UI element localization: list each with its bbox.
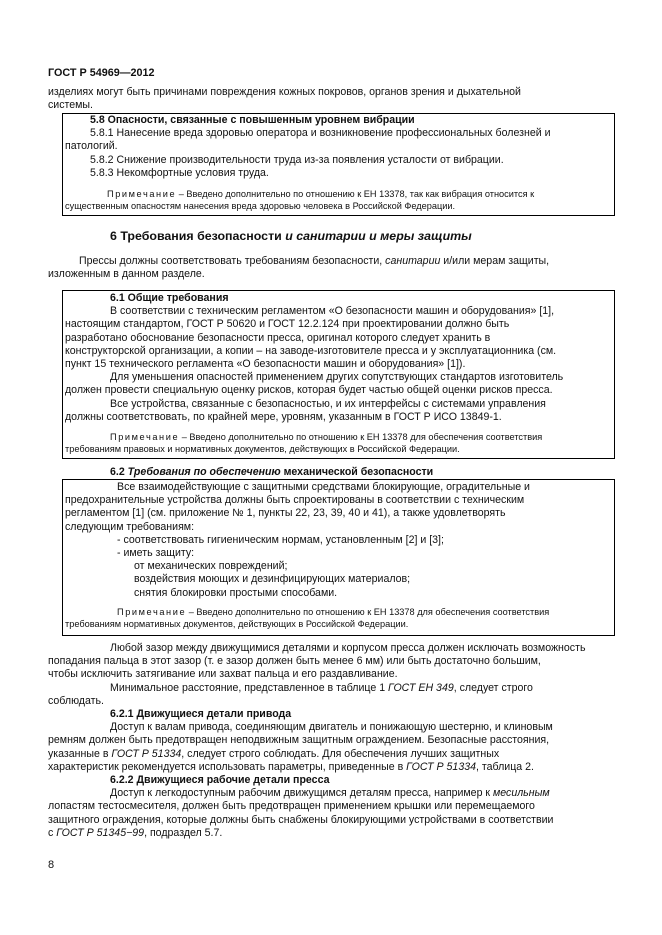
text-run: с	[48, 826, 57, 839]
section-5-8-note	[65, 189, 611, 212]
note-text: – Введено дополнительно по отношению к ЕН 13378 для обеспечения соответствия	[186, 607, 550, 617]
intro-line: изделиях могут быть причинами повреждения кожных покровов, органов зрения и дыхательной	[48, 86, 521, 98]
title-part: 6.2	[110, 466, 128, 478]
text-line: разработано обоснование безопасности пресса, оригинал которого следует хранить в	[65, 331, 491, 344]
text-run: указанные в	[48, 747, 112, 760]
text-line: настоящим стандартом, ГОСТ Р 50620 и ГОСТ 12.2.124 при проектировании должно быть	[65, 318, 510, 331]
text-line: изложенным в данном разделе.	[48, 268, 205, 281]
intro-paragraph	[48, 86, 614, 112]
text-line: ремням должен быть предотвращен неподвижным защитным ограждением. Безопасные расстояния,	[48, 734, 550, 747]
text-line: чтобы исключить затягивание или захват пальца и его раздавливание.	[48, 668, 398, 681]
text-run: , следует строго соблюдать. Для обеспечения лучших защитных	[181, 747, 500, 760]
text-run: , подраздел 5.7.	[144, 826, 223, 839]
section-6-title	[110, 229, 472, 244]
text-line: лопастям тестосмесителя, должен быть предотвращен применением крышки или перемещаемого	[48, 800, 535, 813]
text-line: Все устройства, связанные с безопасностью, и их интерфейсы с системами управления	[110, 397, 546, 410]
text-line: регламентом [1] (см. приложение № 1, пункты 22, 23, 39, 40 и 41), а также удовлетворять	[65, 507, 506, 520]
text-run: месильным	[492, 787, 550, 800]
text-line: защитного ограждения, которые должны быть снабжены блокирующими устройствами в соответствии	[48, 813, 554, 826]
title-part: механической безопасности	[280, 466, 434, 478]
text-line: должны соответствовать, по крайней мере, уровням, указанным в ГОСТ Р ИСО 13849-1.	[65, 410, 502, 423]
text-line: Для уменьшения опасностей применением других сопутствующих стандартов изготовитель	[110, 371, 564, 384]
text-run: ГОСТ Р 51345−99	[56, 826, 145, 839]
section-title: 5.8 Опасности, связанные с повышенным уровнем вибрации	[90, 114, 415, 126]
list-item: - соответствовать гигиеническим нормам, установленным [2] и [3];	[117, 533, 444, 546]
text-run: , таблица 2.	[476, 760, 534, 773]
text-line: Любой зазор между движущимися деталями и корпусом пресса должен исключать возможность	[110, 642, 586, 654]
text-line: должен провести специальную оценку рисков, которая будет частью общей оценки рисков пресса.	[65, 384, 553, 397]
section-title: 6.2.2 Движущиеся рабочие детали пресса	[110, 774, 330, 786]
sub-list-item: снятия блокировки простыми способами.	[134, 586, 338, 599]
text-line: Доступ к валам привода, соединяющим двигатель и понижающую шестерню, и клиновым	[110, 721, 553, 734]
section-5-8	[48, 114, 614, 180]
text-line: конструкторской организации, а копии – на заводе-изготовителе пресса и у эксплуатационника (см.	[65, 344, 557, 357]
sub-list-item: от механических повреждений;	[134, 560, 288, 573]
text-line: предохранительные устройства должны быть спроектированы в соответствии с техническим	[65, 494, 525, 507]
section-6-2-note	[65, 607, 611, 630]
text-run: Минимальное расстояние, представленное в таблице 1	[110, 681, 389, 694]
note-text: – Введено дополнительно по отношению к ЕН 13378 для обеспечения соответствия	[179, 432, 543, 442]
text-run: характеристик рекомендуется использовать параметры, приведенные в	[48, 760, 407, 773]
section-6-1-note	[65, 432, 611, 455]
text-run: Доступ к легкодоступным рабочим движущимся деталям пресса, например к	[110, 787, 493, 800]
clause-text: патологий.	[65, 140, 118, 153]
text-run: ГОСТ ЕН 349	[388, 681, 454, 694]
gap-paragraph	[48, 642, 614, 708]
intro-line: системы.	[48, 99, 93, 112]
clause-text: 5.8.2 Снижение производительности труда из-за появления усталости от вибрации.	[90, 153, 504, 166]
note-text: существенным опасностям нанесения вреда здоровью человека в Российской Федерации.	[65, 200, 456, 211]
text-run: Прессы должны соответствовать требованиям безопасности,	[79, 255, 386, 267]
title-part: Требования по обеспечению	[127, 466, 281, 478]
text-run: , следует строго	[453, 681, 533, 694]
text-line: попадания пальца в этот зазор (т. е зазор должен быть менее 6 мм) или быть достаточно большим,	[48, 655, 541, 668]
text-run: и/или мерам защиты,	[440, 255, 550, 267]
section-6-2-title	[110, 466, 433, 479]
text-line: Все взаимодействующие с защитными средствами блокирующие, оградительные и	[117, 481, 530, 493]
note-label: Примечание	[117, 607, 187, 617]
note-text: требованиям нормативных документов, действующих в Российской Федерации.	[65, 618, 409, 629]
text-run: санитарии	[385, 255, 441, 267]
title-part: и санитарии и меры защиты	[285, 229, 472, 243]
list-item: - иметь защиту:	[117, 547, 195, 560]
clause-text: 5.8.1 Нанесение вреда здоровью оператора и возникновение профессиональных болезней и	[90, 127, 551, 140]
note-text: – Введено дополнительно по отношению к ЕН 13378, так как вибрация относится к	[176, 189, 535, 199]
clause-text: 5.8.3 Некомфортные условия труда.	[90, 166, 269, 179]
note-label: Примечание	[107, 189, 177, 199]
section-6-1	[65, 292, 610, 424]
note-text: требованиям правовых и нормативных документов, действующих в Российской Федерации.	[65, 443, 460, 454]
text-line: В соответствии с техническим регламентом «О безопасности машин и оборудования» [1],	[110, 305, 555, 318]
section-title: 6.2.1 Движущиеся детали привода	[110, 708, 292, 720]
section-6-2-1	[48, 708, 614, 774]
text-run: ГОСТ Р 51334	[406, 760, 477, 773]
text-line: соблюдать.	[48, 694, 104, 707]
page-number: 8	[48, 859, 55, 871]
note-label: Примечание	[110, 432, 180, 442]
text-line: пункт 15 технического регламента «О безопасности машин и оборудования» [1]).	[65, 358, 466, 371]
section-title: 6.1 Общие требования	[110, 292, 229, 304]
section-6-2-2	[48, 774, 614, 840]
section-6-2	[65, 481, 610, 600]
section-6-paragraph	[48, 255, 614, 281]
text-run: ГОСТ Р 51334	[111, 747, 182, 760]
text-line: следующим требованиям:	[65, 520, 195, 533]
title-part: 6 Требования безопасности	[110, 229, 286, 243]
sub-list-item: воздействия моющих и дезинфицирующих материалов;	[134, 573, 411, 586]
document-header: ГОСТ Р 54969—2012	[48, 67, 155, 79]
